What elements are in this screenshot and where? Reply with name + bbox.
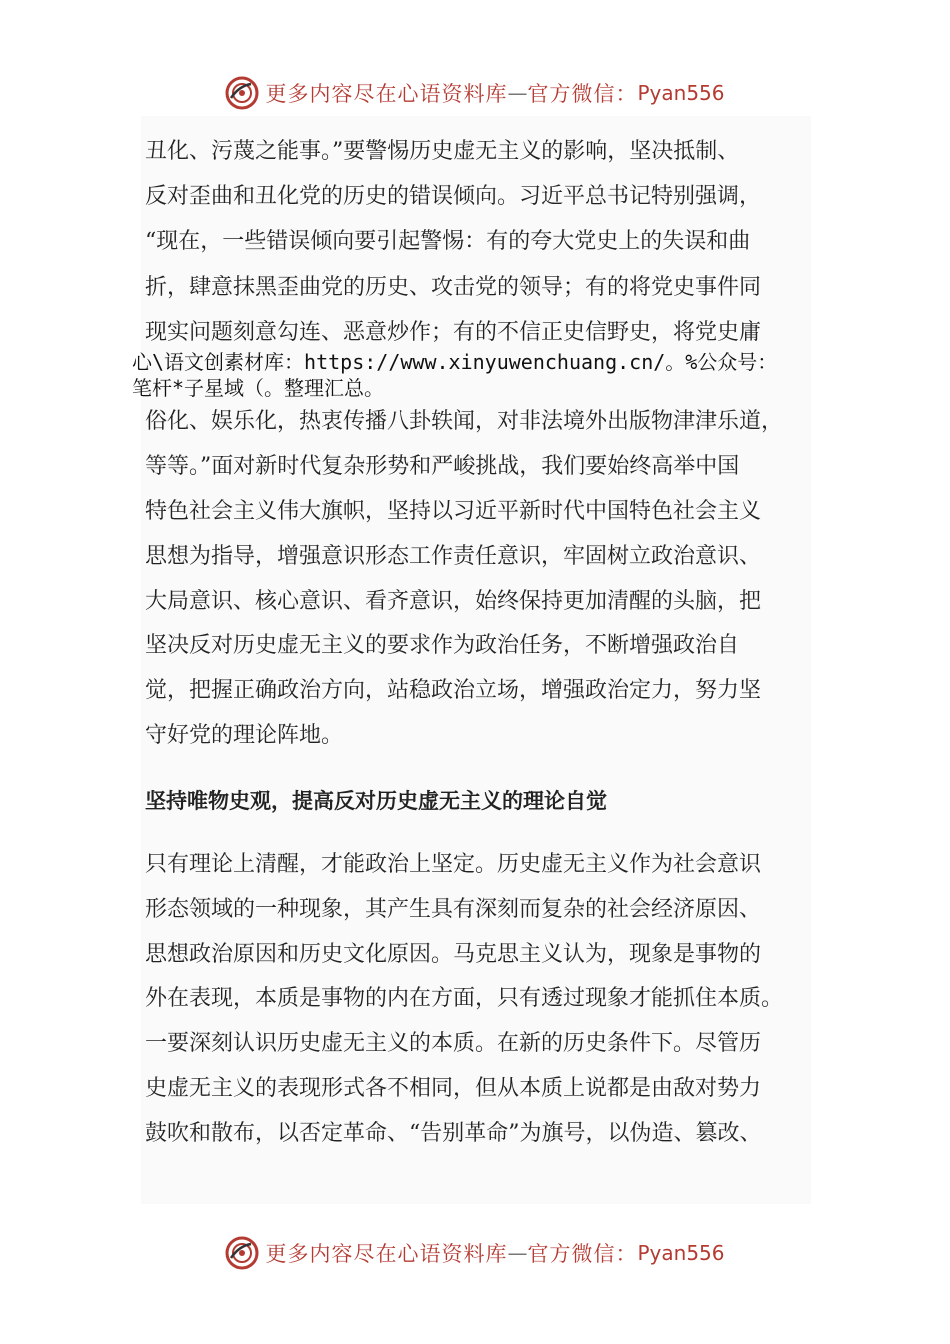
header-banner-content (225, 76, 724, 110)
watermark-line: 笔杆*子星域（。整理汇总。 (132, 376, 385, 400)
paragraph-line: 守好党的理论阵地。 (145, 723, 344, 748)
footer-contact-id: Pyan556 (637, 1241, 725, 1265)
header-contact-label: 官方微信： (527, 82, 638, 106)
footer-banner-content (225, 1236, 724, 1270)
paragraph-line: 觉，把握正确政治方向，站稳政治立场，增强政治定力，努力坚 (145, 678, 762, 703)
paragraph-line: 形态领域的一种现象，其产生具有深刻而复杂的社会经济原因、 (145, 897, 762, 922)
paragraph-line: 反对歪曲和丑化党的历史的错误倾向。习近平总书记特别强调， (145, 184, 762, 209)
header-banner-separator: — (507, 81, 528, 105)
paragraph-line: 一要深刻认识历史虚无主义的本质。在新的历史条件下。尽管历 (145, 1031, 762, 1056)
header-banner-text: 更多内容尽在心语资料库 (265, 82, 508, 106)
brand-logo-icon (225, 76, 259, 110)
paragraph-line: 现实问题刻意勾连、恶意炒作；有的不信正史信野史，将党史庸 (145, 320, 762, 345)
paragraph-line: 丑化、污蔑之能事。”要警惕历史虚无主义的影响，坚决抵制、 (145, 139, 740, 164)
paragraph-line: 思想为指导，增强意识形态工作责任意识，牢固树立政治意识、 (145, 544, 762, 569)
section-heading: 坚持唯物史观，提高反对历史虚无主义的理论自觉 (145, 789, 607, 813)
paragraph-line: 坚决反对历史虚无主义的要求作为政治任务，不断增强政治自 (145, 633, 740, 658)
header-banner (0, 68, 950, 118)
footer-banner-text: 更多内容尽在心语资料库 (265, 1242, 508, 1266)
paragraph-line: 大局意识、核心意识、看齐意识，始终保持更加清醒的头脑，把 (145, 589, 762, 614)
watermark-line: 心\语文创素材库：https://www.xinyuwenchuang.cn/。%公众号： (132, 350, 778, 374)
paragraph-line: 史虚无主义的表现形式各不相同，但从本质上说都是由敌对势力 (145, 1076, 762, 1101)
paragraph-line: 思想政治原因和历史文化原因。马克思主义认为，现象是事物的 (145, 942, 762, 967)
paragraph-line: 俗化、娱乐化，热衷传播八卦轶闻，对非法境外出版物津津乐道， (145, 409, 784, 434)
brand-logo-icon (225, 1236, 259, 1270)
paragraph-line: 等等。”面对新时代复杂形势和严峻挑战，我们要始终高举中国 (145, 454, 740, 479)
footer-banner-separator: — (507, 1241, 528, 1265)
footer-contact-label: 官方微信： (527, 1242, 638, 1266)
paragraph-line: 外在表现，本质是事物的内在方面，只有透过现象才能抓住本质。 (145, 986, 784, 1011)
paragraph-line: 特色社会主义伟大旗帜，坚持以习近平新时代中国特色社会主义 (145, 499, 762, 524)
paragraph-line: 鼓吹和散布，以否定革命、“告别革命”为旗号，以伪造、篡改、 (145, 1121, 762, 1146)
paragraph-line: “现在，一些错误倾向要引起警惕：有的夸大党史上的失误和曲 (145, 229, 751, 254)
header-contact-id: Pyan556 (637, 81, 725, 105)
footer-banner (0, 1228, 950, 1278)
paragraph-line: 折，肆意抹黑歪曲党的历史、攻击党的领导；有的将党史事件同 (145, 275, 762, 300)
paragraph-line: 只有理论上清醒，才能政治上坚定。历史虚无主义作为社会意识 (145, 852, 762, 877)
